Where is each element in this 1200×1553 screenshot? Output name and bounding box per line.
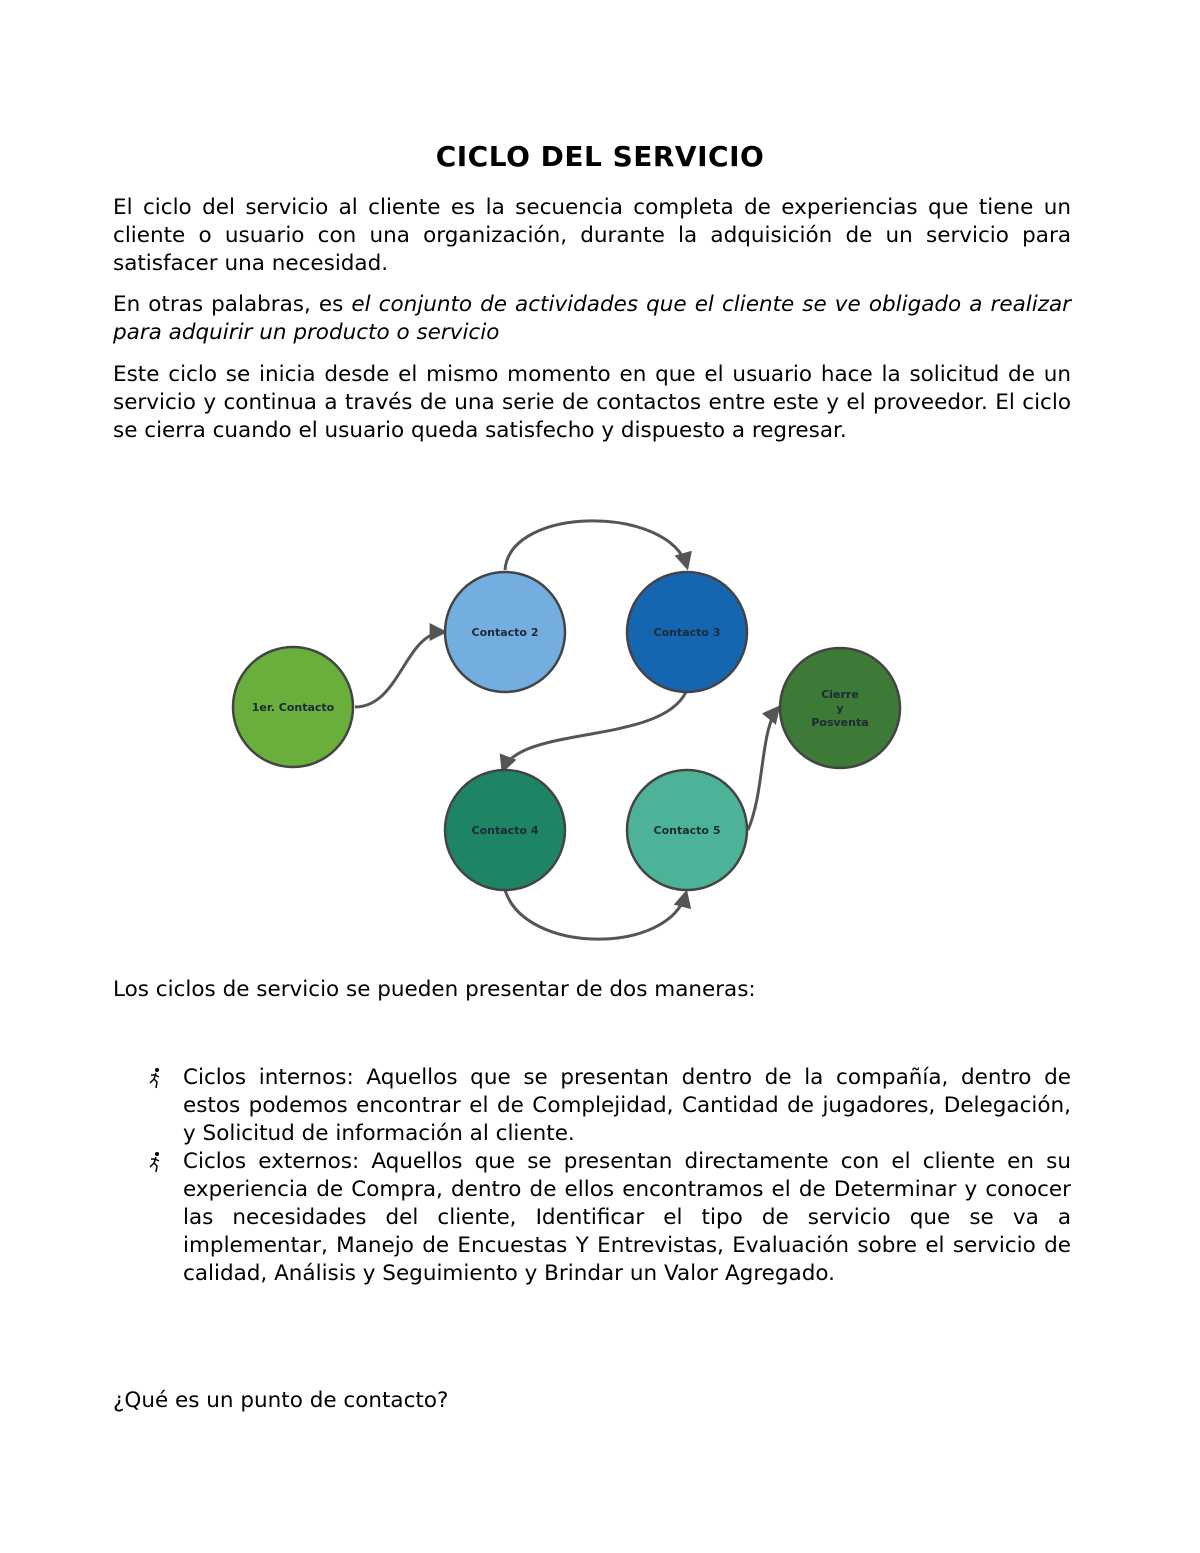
cycle-description-paragraph: Este ciclo se inicia desde el mismo momento en que el usuario hace la solicitud de un servicio y continua a través de una serie de contactos entre este y el proveedor. El ciclo se cierra cuando el usuario queda satisfecho y dispuesto a regresar.	[113, 362, 1071, 443]
node-cierre-posventa	[780, 648, 900, 768]
intro-paragraph: El ciclo del servicio al cliente es la secuencia completa de experiencias que tiene un cliente o usuario con una organización, durante la adquisición de un servicio para satisfacer una necesidad.	[113, 195, 1071, 276]
svg-text:Cierre: Cierre	[821, 688, 859, 701]
cycle-types-list	[113, 1064, 1071, 1288]
node-contacto-1	[233, 647, 353, 767]
ways-intro-paragraph: Los ciclos de servicio se pueden presentar de dos maneras:	[113, 977, 756, 1002]
bullet-text: Ciclos externos: Aquellos que se presentan directamente con el cliente en su experiencia de Compra, dentro de ellos encontramos el de Determinar y conocer las necesidades del cliente, Identificar el tipo de servicio que se va a implementar, Manejo de Encuestas Y Entrevistas, Evaluación sobre el servicio de calidad, Análisis y Seguimiento y Brindar un Valor Agregado.	[183, 1149, 1071, 1286]
svg-text:Contacto 3: Contacto 3	[653, 626, 721, 639]
svg-text:Posventa: Posventa	[811, 716, 869, 729]
bullet-text: Ciclos internos: Aquellos que se presentan dentro de la compañía, dentro de estos podemos encontrar el de Complejidad, Cantidad de jugadores, Delegación, y Solicitud de información al cliente.	[183, 1065, 1071, 1146]
node-contacto-4	[445, 770, 565, 890]
definition-lead: En otras palabras, es	[113, 292, 352, 317]
arrow-2-to-3	[505, 521, 687, 570]
definition-italic: el conjunto de actividades que el cliente se ve obligado a realizar para adquirir un producto o servicio	[113, 292, 1071, 345]
service-cycle-diagram	[200, 500, 920, 960]
node-contacto-2	[445, 572, 565, 692]
page-title: CICLO DEL SERVICIO	[435, 140, 765, 173]
runner-bullet-icon	[147, 1150, 163, 1174]
list-item	[113, 1148, 1071, 1288]
arrow-3-to-4	[503, 692, 686, 770]
question-paragraph: ¿Qué es un punto de contacto?	[113, 1388, 449, 1413]
svg-text:y: y	[836, 702, 844, 715]
list-item	[113, 1064, 1071, 1148]
node-contacto-3	[627, 572, 747, 692]
node-contacto-5	[627, 770, 747, 890]
runner-bullet-icon	[147, 1066, 163, 1090]
arrow-5-to-cierre	[748, 708, 778, 830]
svg-text:1er. Contacto: 1er. Contacto	[251, 701, 335, 714]
definition-paragraph	[113, 291, 1071, 347]
svg-text:Contacto 2: Contacto 2	[471, 626, 539, 639]
svg-text:Contacto 4: Contacto 4	[471, 824, 539, 837]
svg-text:Contacto 5: Contacto 5	[653, 824, 721, 837]
arrow-4-to-5	[505, 890, 686, 939]
arrow-1-to-2	[355, 632, 444, 707]
